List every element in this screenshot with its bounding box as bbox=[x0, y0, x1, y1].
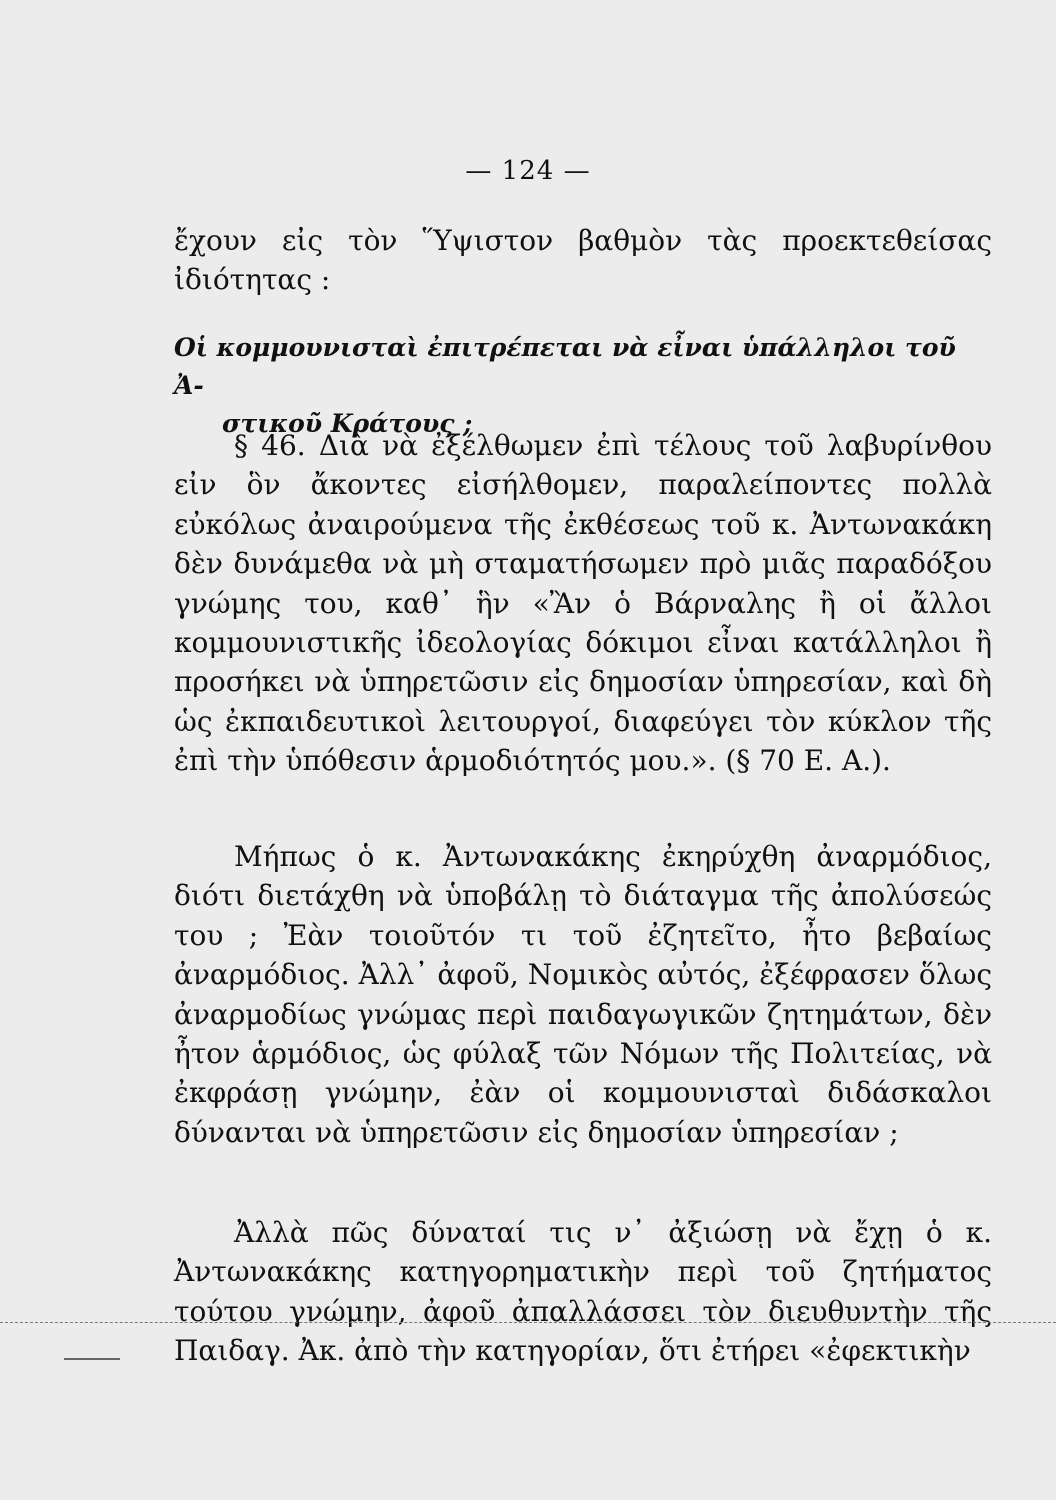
intro-text: ἔχουν εἰς τὸν Ὕψιστον βαθμὸν τὰς προεκτεθείσας ἰδιότητας : bbox=[174, 224, 992, 297]
scan-artifact-line bbox=[0, 1322, 1056, 1324]
paragraph-antonakakis-question: Μήπως ὁ κ. Ἀντωνακάκης ἐκηρύχθη ἀναρμόδιος, διότι διετάχθη νὰ ὑποβάλῃ τὸ διάταγμα τῆς ἀπολύσεώς του ; Ἐὰν τοιοῦτόν τι τοῦ ἐζητεῖτο, ἦτο βεβαίως ἀναρμόδιος. Ἀλλ᾽ ἀφοῦ, Νομικὸς αὐτός, ἐξέφρασεν ὅλως ἀναρμοδίως γνώμας περὶ παιδαγωγικῶν ζητημάτων, δὲν ἦτον ἁρμόδιος, ὡς φύλαξ τῶν Νόμων τῆς Πολιτείας, νὰ ἐκφράσῃ γνώμην, ἐὰν οἱ κομμουνισταὶ διδάσκαλοι δύνανται νὰ ὑπηρετῶσιν εἰς δημοσίαν ὑπηρεσίαν ; bbox=[174, 840, 992, 1149]
heading-line-1: Οἱ κομμουνισταὶ ἐπιτρέπεται νὰ εἶναι ὑπάλληλοι τοῦ Ἀ- bbox=[174, 333, 956, 400]
margin-mark bbox=[64, 1358, 120, 1360]
heading-line-2: στικοῦ Κράτους ; bbox=[222, 409, 473, 438]
paragraph-46: § 46. Διὰ νὰ ἐξέλθωμεν ἐπὶ τέλους τοῦ λαβυρίνθου εἰν ὃν ἄκοντες εἰσήλθομεν, παραλείποντες πολλὰ εὐκόλως ἀναιρούμενα τῆς ἐκθέσεως τοῦ κ. Ἀντωνακάκη δὲν δυνάμεθα νὰ μὴ σταματήσωμεν πρὸ μιᾶς παραδόξου γνώμης του, καθ᾽ ἣν «Ἂν ὁ Βάρναλης ἢ οἱ ἄλλοι κομμουνιστικῆς ἰδεολογίας δόκιμοι εἶναι κατάλληλοι ἢ προσήκει νὰ ὑπηρετῶσιν εἰς δημοσίαν ὑπηρεσίαν, καὶ δὴ ὡς ἐκπαιδευτικοὶ λειτουργοί, διαφεύγει τὸν κύκλον τῆς ἐπὶ τὴν ὑπόθεσιν ἁρμοδιότητός μου.». (§ 70 Ε. Α.). bbox=[174, 429, 992, 778]
paragraph-continuation: Ἀλλὰ πῶς δύναταί τις ν᾽ ἀξιώσῃ νὰ ἔχῃ ὁ κ. Ἀντωνακάκης κατηγορηματικὴν περὶ τοῦ ζητήματος τούτου γνώμην, ἀφοῦ ἀπαλλάσσει τὸν διευθυντὴν τῆς Παιδαγ. Ἀκ. ἀπὸ τὴν κατηγορίαν, ὅτι ἐτήρει «ἐφεκτικὴν bbox=[174, 1216, 992, 1368]
page-number: — 124 — bbox=[465, 156, 591, 186]
